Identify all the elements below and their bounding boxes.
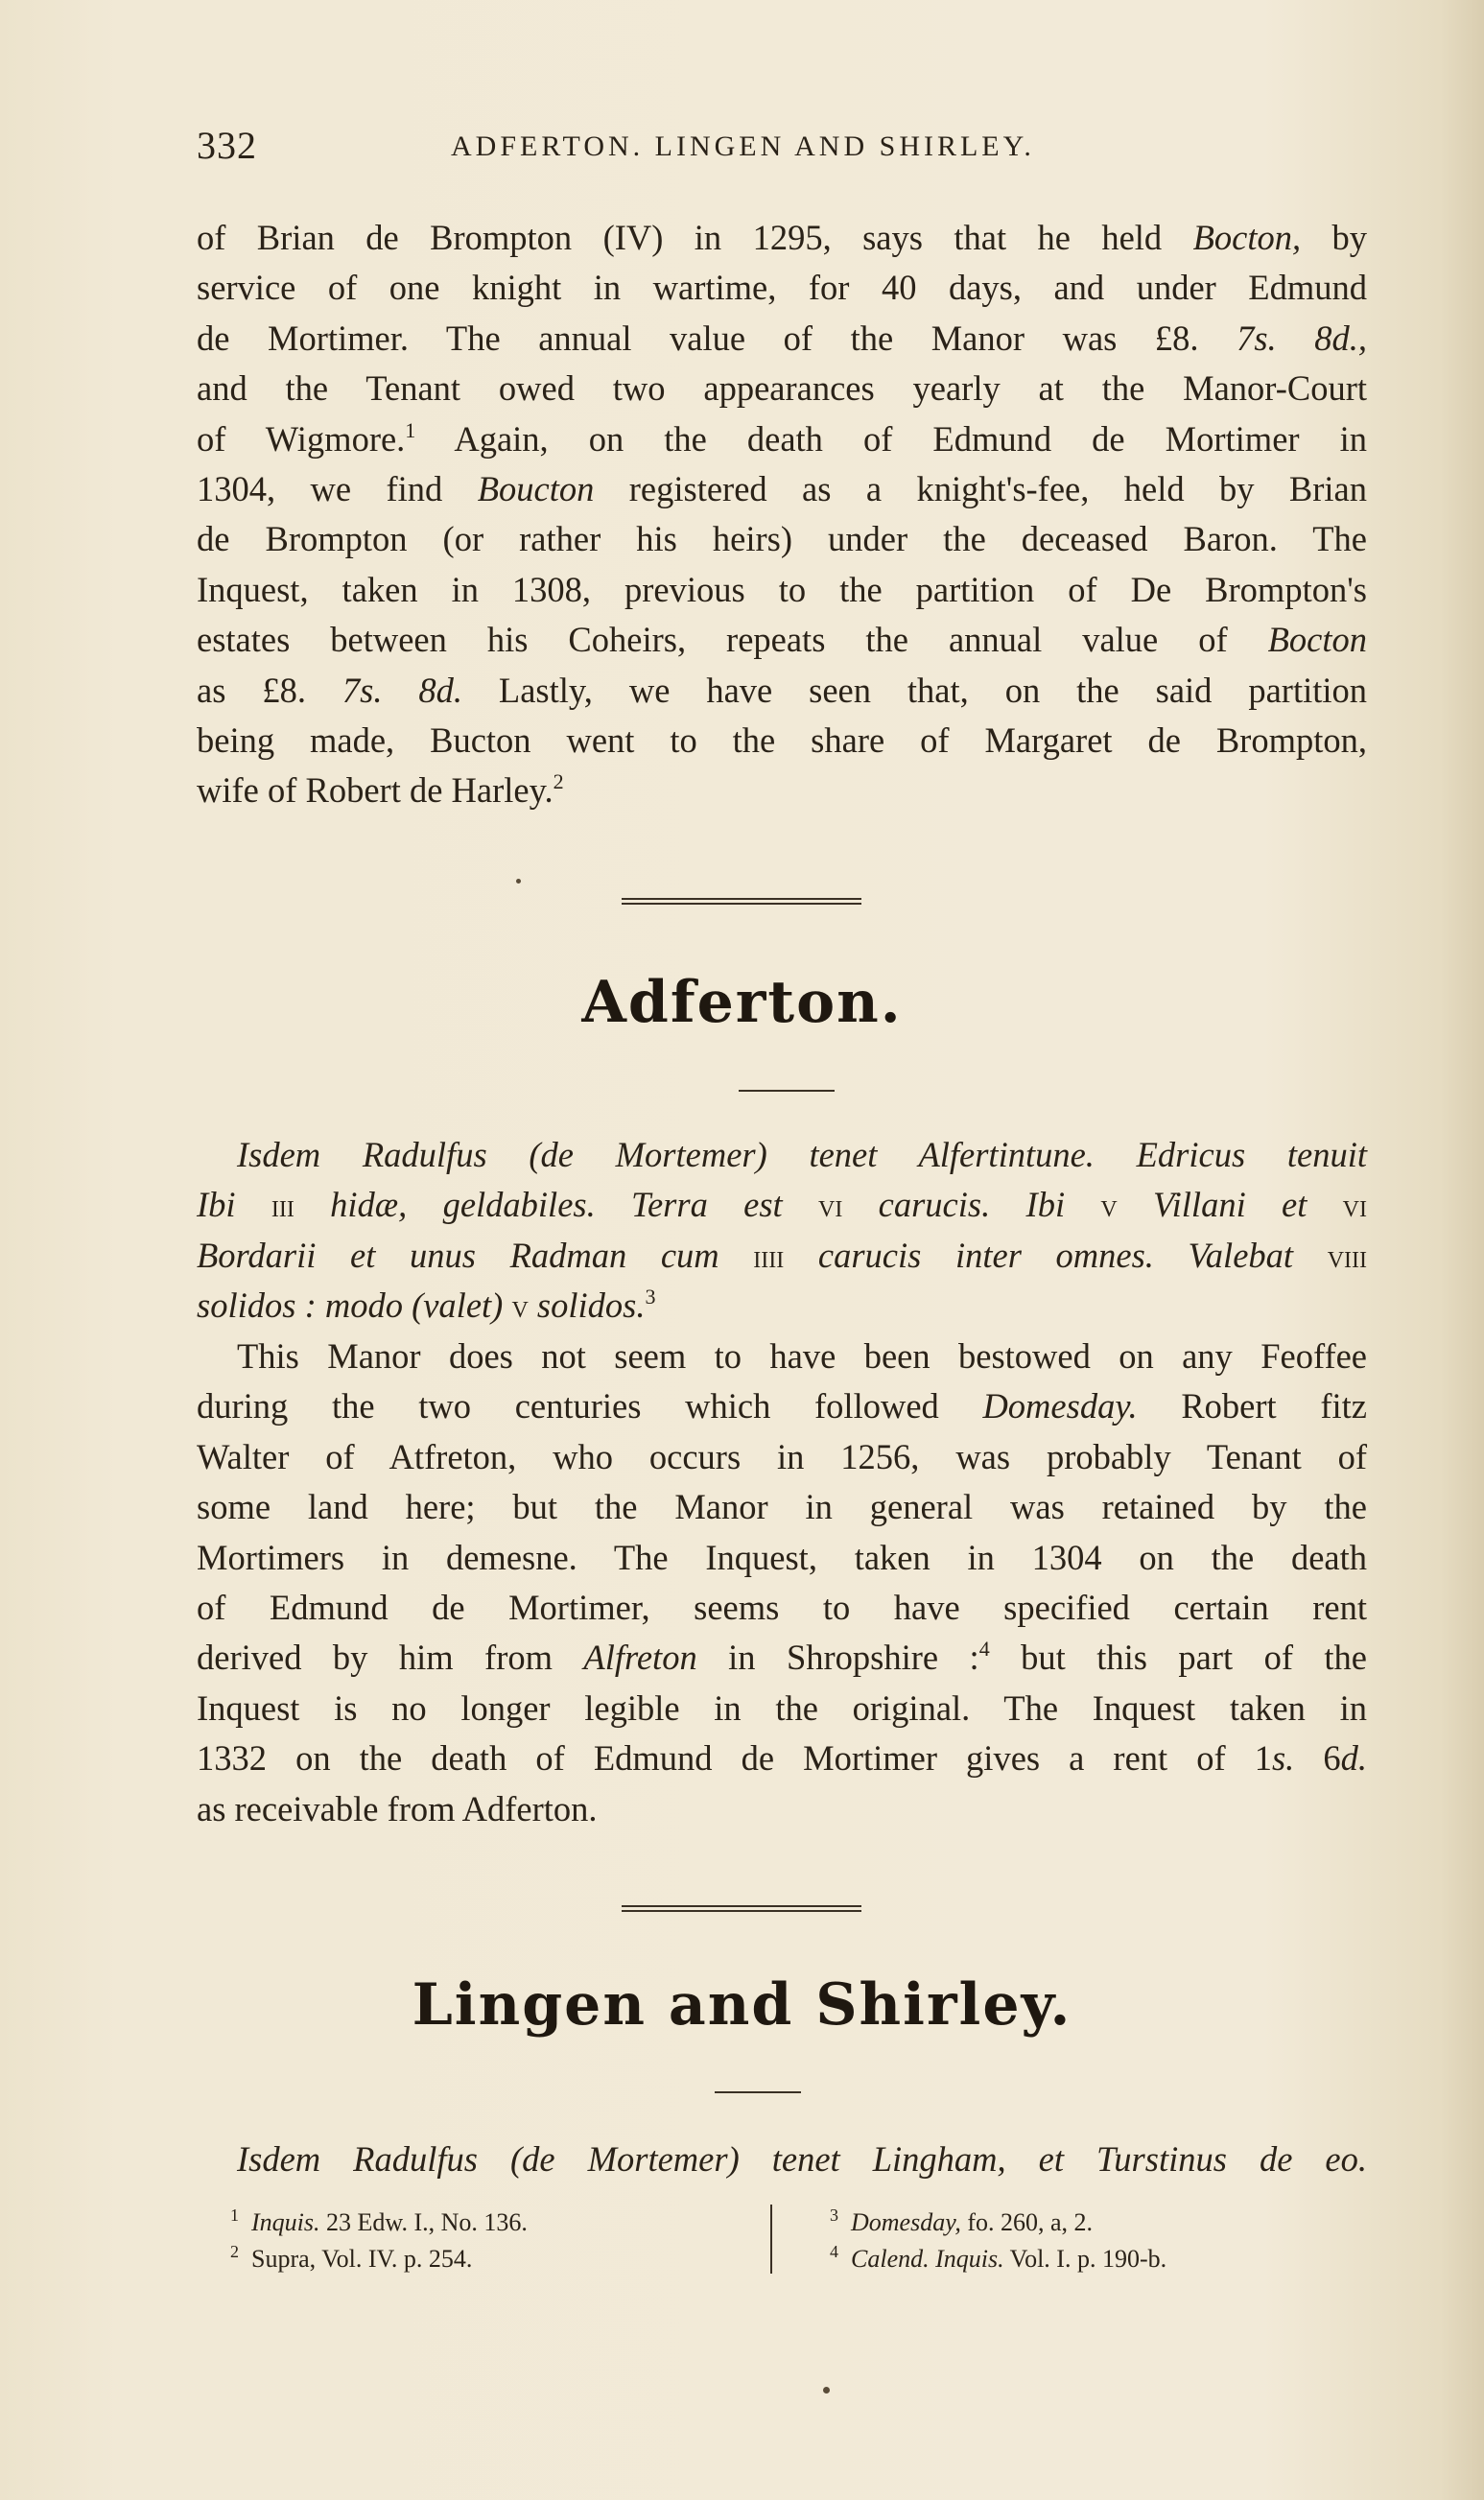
text-line: solidos : modo (valet) v solidos.$^3$ xyxy=(197,1285,656,1326)
text-line: 1304, we find Boucton registered as a knight's-fee, held by Brian xyxy=(197,468,1367,508)
footnote: 1 Inquis. 23 Edw. I., No. 136. xyxy=(230,2205,528,2236)
text-line: service of one knight in wartime, for 40 days, and under Edmund xyxy=(197,268,1367,308)
text-line: as £8. 7s. 8d. Lastly, we have seen that, on the said partition xyxy=(197,670,1368,710)
footnotes xyxy=(230,2197,1324,2283)
text-line: Bordarii et unus Radman cum iiii carucis inter omnes. Valebat viii xyxy=(197,1235,1367,1275)
running-title: ADFERTON. LINGEN AND SHIRLEY. xyxy=(451,130,1035,162)
footnote-ref: 3 xyxy=(645,1285,656,1309)
text-line: of Brian de Brompton (IV) in 1295, says that he held Bocton, by xyxy=(197,218,1368,257)
text-line: Walter of Atfreton, who occurs in 1256, was probably Tenant of xyxy=(197,1436,1367,1476)
text-line: Isdem Radulfus (de Mortemer) tenet Alfertintune. Edricus tenuit xyxy=(237,1135,1367,1174)
text-line: as receivable from Adferton. xyxy=(197,1788,598,1828)
heading-underline xyxy=(739,1090,835,1092)
text-line: and the Tenant owed two appearances yearly at the Manor-Court xyxy=(197,368,1367,409)
section-heading-lingen-shirley: Lingen and Shirley. xyxy=(412,1971,1072,2039)
footnote: 3 Domesday, fo. 260, a, 2. xyxy=(830,2205,1094,2236)
text-line: derived by him from Alfreton in Shropshire :$^4$ but this part of the xyxy=(197,1637,1367,1678)
page-number: 332 xyxy=(197,124,257,167)
running-head xyxy=(192,123,1372,171)
footnote-ref: 2 xyxy=(553,769,564,794)
text-line: 1332 on the death of Edmund de Mortimer gives a rent of 1s. 6d. xyxy=(197,1738,1367,1779)
text-line: of Wigmore.$^1$ Again, on the death of Edmund de Mortimer in xyxy=(197,417,1367,459)
footnote: 4 Calend. Inquis. Vol. I. p. 190-b. xyxy=(830,2242,1167,2273)
footnote-ref: 1 xyxy=(405,417,416,442)
section-heading-adferton: Adferton. xyxy=(581,969,903,1036)
print-speck xyxy=(823,2387,830,2394)
text-line: estates between his Coheirs, repeats the annual value of Bocton xyxy=(197,620,1367,660)
text-line: de Mortimer. The annual value of the Manor was £8. 7s. 8d., xyxy=(197,318,1367,358)
text-line: Ibi iii hidæ, geldabiles. Terra est vi carucis. Ibi v Villani et vi xyxy=(197,1185,1367,1225)
text-line: This Manor does not seem to have been bestowed on any Feoffee xyxy=(237,1336,1367,1376)
footnote: 2 Supra, Vol. IV. p. 254. xyxy=(230,2242,473,2273)
text-line: wife of Robert de Harley.$^2$ xyxy=(197,769,564,811)
text-line: Inquest, taken in 1308, previous to the partition of De Brompton's xyxy=(197,569,1367,609)
footnotes-right-column xyxy=(830,2197,1167,2273)
paragraph-adferton xyxy=(197,1332,1367,1834)
footnotes-left-column xyxy=(230,2197,528,2273)
domesday-extract-adferton xyxy=(197,1130,1367,1332)
section-divider xyxy=(622,898,861,905)
print-speck xyxy=(516,879,521,884)
text-line: during the two centuries which followed Domesday. Robert fitz xyxy=(197,1386,1367,1427)
text-line: being made, Bucton went to the share of Margaret de Brompton, xyxy=(197,719,1367,760)
footnote-ref: 4 xyxy=(978,1637,990,1662)
text-line: some land here; but the Manor in general was retained by the xyxy=(197,1487,1367,1527)
text-line: Mortimers in demesne. The Inquest, taken in 1304 on the death xyxy=(197,1537,1367,1577)
text-line: of Edmund de Mortimer, seems to have specified certain rent xyxy=(197,1587,1367,1627)
footnote-column-divider xyxy=(770,2205,772,2274)
text-line: Inquest is no longer legible in the original. The Inquest taken in xyxy=(197,1687,1367,1728)
text-line: Isdem Radulfus (de Mortemer) tenet Lingham, et Turstinus de eo. xyxy=(237,2139,1367,2179)
heading-underline xyxy=(715,2091,801,2093)
domesday-extract-lingen xyxy=(197,2134,1367,2184)
section-divider xyxy=(622,1905,861,1912)
text-line: de Brompton (or rather his heirs) under the deceased Baron. The xyxy=(197,519,1367,559)
paragraph-bocton xyxy=(197,213,1367,816)
